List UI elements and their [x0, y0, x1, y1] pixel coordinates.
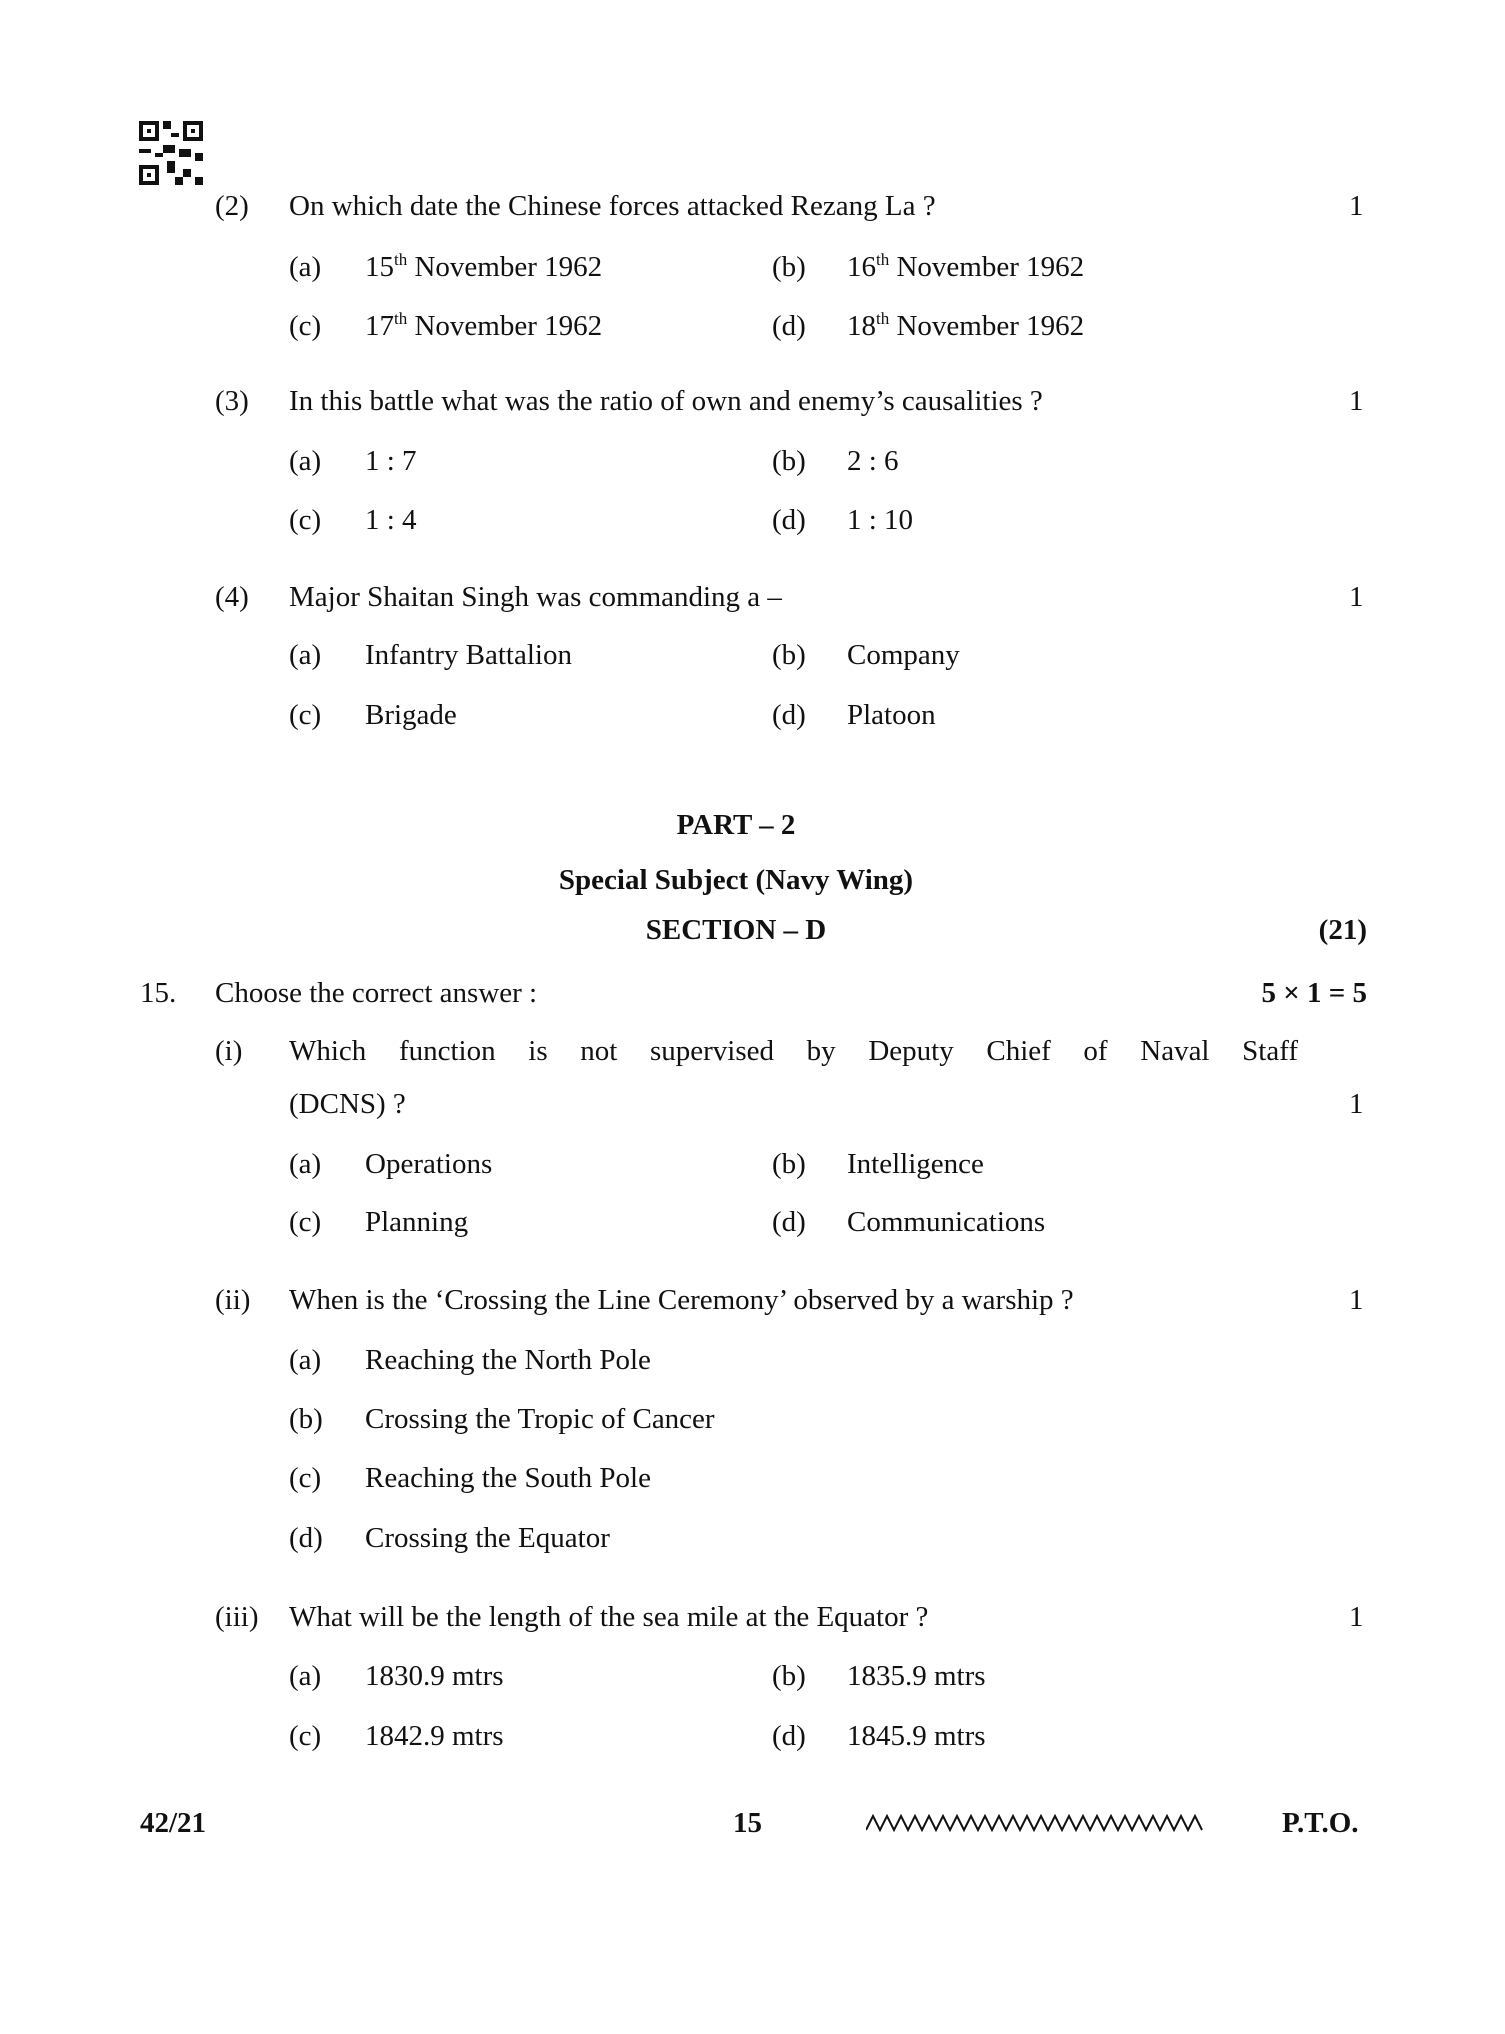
- option-label: (c): [289, 1206, 322, 1238]
- section-marks: (21): [1318, 914, 1367, 946]
- subquestion-number: (iii): [215, 1601, 259, 1633]
- option-text: 1830.9 mtrs: [365, 1660, 504, 1692]
- option-label: (a): [289, 1344, 322, 1376]
- option-text: 1 : 4: [365, 504, 417, 536]
- option-text: 2 : 6: [847, 445, 899, 477]
- option-text: Company: [847, 639, 960, 671]
- option-label: (b): [772, 1148, 806, 1180]
- option-text: Planning: [365, 1206, 469, 1238]
- pto-label: P.T.O.: [1282, 1807, 1359, 1839]
- option-text: Brigade: [365, 699, 457, 731]
- option-label: (b): [772, 1660, 806, 1692]
- question-marks: 1: [1349, 385, 1364, 417]
- option-label: (b): [772, 251, 806, 283]
- option-label: (d): [289, 1522, 323, 1554]
- option-text: 1842.9 mtrs: [365, 1720, 504, 1752]
- question-marks: 1: [1349, 1088, 1364, 1120]
- option-label: (b): [772, 639, 806, 671]
- option-text: Crossing the Tropic of Cancer: [365, 1403, 715, 1435]
- option-text: Reaching the North Pole: [365, 1344, 651, 1376]
- part-title: PART – 2: [676, 809, 796, 841]
- subquestion-number: (i): [215, 1035, 243, 1067]
- part-subtitle: Special Subject (Navy Wing): [558, 864, 914, 896]
- option-text: Communications: [847, 1206, 1046, 1238]
- subquestion-number: (ii): [215, 1284, 251, 1316]
- qr-code-icon: [139, 121, 203, 185]
- question-text: Major Shaitan Singh was commanding a –: [289, 581, 782, 613]
- option-label: (d): [772, 310, 806, 342]
- option-text: 1 : 7: [365, 445, 417, 477]
- option-text: Platoon: [847, 699, 936, 731]
- option-label: (a): [289, 1660, 322, 1692]
- option-text: Infantry Battalion: [365, 639, 572, 671]
- option-text: 15th November 1962: [365, 250, 603, 283]
- option-label: (c): [289, 1720, 322, 1752]
- option-label: (c): [289, 504, 322, 536]
- option-text: 16th November 1962: [847, 250, 1085, 283]
- question-number: (3): [215, 385, 249, 417]
- subquestion-text: When is the ‘Crossing the Line Ceremony’ observed by a warship ?: [289, 1284, 1074, 1316]
- option-label: (c): [289, 1462, 322, 1494]
- subquestion-text: Which function is not supervised by Deputy Chief of Naval Staff: [289, 1035, 1298, 1067]
- question-number: (4): [215, 581, 249, 613]
- option-text: Operations: [365, 1148, 493, 1180]
- option-label: (a): [289, 639, 322, 671]
- paper-code: 42/21: [140, 1807, 207, 1839]
- question-marks: 1: [1349, 1284, 1364, 1316]
- option-label: (b): [772, 445, 806, 477]
- option-text: Crossing the Equator: [365, 1522, 610, 1554]
- option-label: (a): [289, 1148, 322, 1180]
- option-label: (a): [289, 251, 322, 283]
- section-title: SECTION – D: [645, 914, 827, 946]
- question-number: 15.: [140, 977, 177, 1009]
- option-label: (b): [289, 1403, 323, 1435]
- option-label: (d): [772, 504, 806, 536]
- option-label: (d): [772, 699, 806, 731]
- question-text: On which date the Chinese forces attacked Rezang La ?: [289, 190, 936, 222]
- option-text: 1 : 10: [847, 504, 914, 536]
- question-text: In this battle what was the ratio of own and enemy’s causalities ?: [289, 385, 1043, 417]
- option-text: Reaching the South Pole: [365, 1462, 651, 1494]
- option-text: 17th November 1962: [365, 309, 603, 342]
- option-label: (d): [772, 1720, 806, 1752]
- option-label: (a): [289, 445, 322, 477]
- wavy-line-icon: [866, 1812, 1204, 1834]
- question-marks: 1: [1349, 581, 1364, 613]
- question-text: Choose the correct answer :: [215, 977, 538, 1009]
- page-number: 15: [733, 1807, 762, 1839]
- subquestion-text-cont: (DCNS) ?: [289, 1088, 406, 1120]
- option-label: (c): [289, 699, 322, 731]
- option-text: 1845.9 mtrs: [847, 1720, 986, 1752]
- option-text: 18th November 1962: [847, 309, 1085, 342]
- option-label: (d): [772, 1206, 806, 1238]
- option-text: Intelligence: [847, 1148, 984, 1180]
- question-marks: 1: [1349, 1601, 1364, 1633]
- option-label: (c): [289, 310, 322, 342]
- subquestion-text: What will be the length of the sea mile at the Equator ?: [289, 1601, 929, 1633]
- question-number: (2): [215, 190, 249, 222]
- option-text: 1835.9 mtrs: [847, 1660, 986, 1692]
- question-marks: 5 × 1 = 5: [1261, 977, 1367, 1009]
- question-marks: 1: [1349, 190, 1364, 222]
